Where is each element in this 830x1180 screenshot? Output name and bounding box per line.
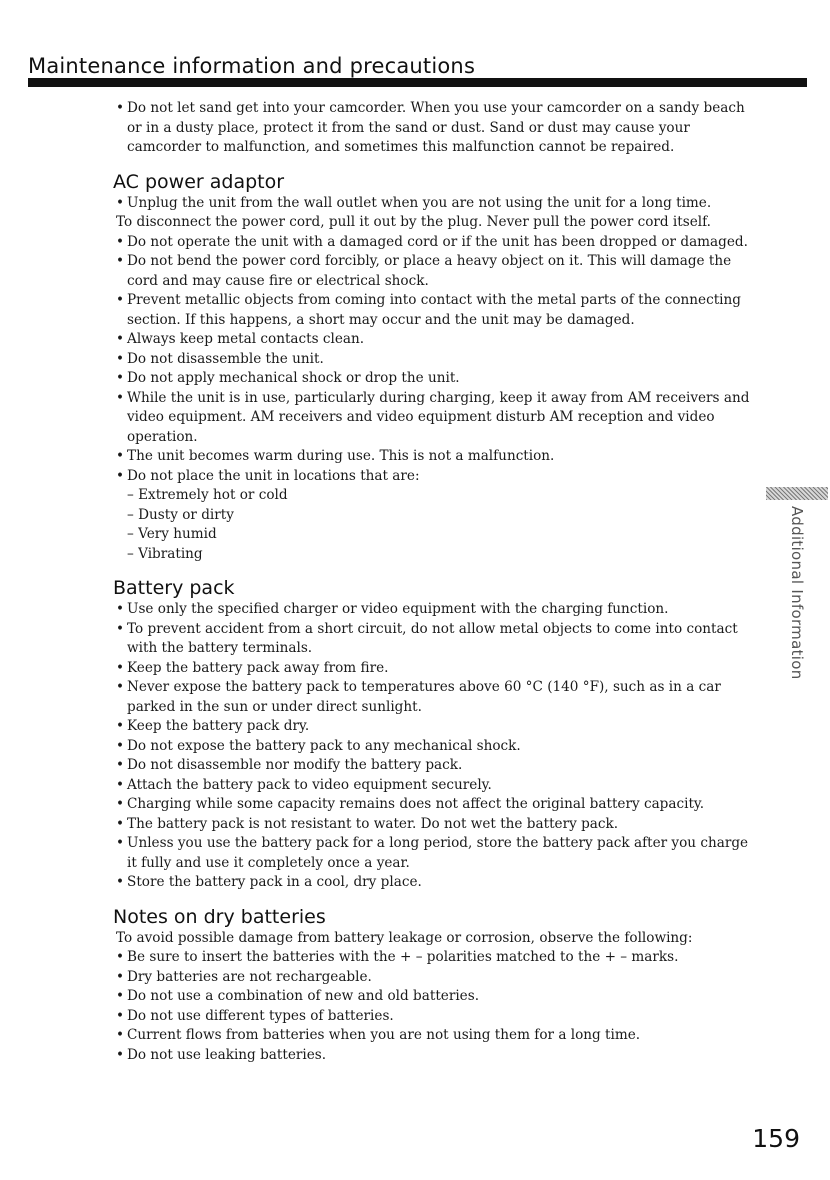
list-item: • Charging while some capacity remains does not affect the original battery capacity. bbox=[116, 795, 756, 815]
list-item: • Do not disassemble nor modify the battery pack. bbox=[116, 756, 756, 776]
list-item: • Do not apply mechanical shock or drop the unit. bbox=[116, 369, 756, 389]
list-item: • Do not expose the battery pack to any mechanical shock. bbox=[116, 737, 756, 757]
ac-adaptor-list bbox=[116, 194, 756, 487]
list-item: – Vibrating bbox=[127, 545, 756, 565]
list-item: • Use only the specified charger or video equipment with the charging function. bbox=[116, 600, 756, 620]
list-item: • Unless you use the battery pack for a long period, store the battery pack after you charge it fully and use it completely once a year. bbox=[116, 834, 756, 873]
title-rule bbox=[28, 78, 807, 87]
list-item: • Current flows from batteries when you are not using them for a long time. bbox=[116, 1026, 756, 1046]
list-item: • Store the battery pack in a cool, dry place. bbox=[116, 873, 756, 893]
ac-adaptor-heading: AC power adaptor bbox=[113, 170, 285, 193]
list-item: • Attach the battery pack to video equipment securely. bbox=[116, 776, 756, 796]
list-item: • Do not bend the power cord forcibly, or place a heavy object on it. This will damage the cord and may cause fire or electrical shock. bbox=[116, 252, 756, 291]
list-item: • Keep the battery pack away from fire. bbox=[116, 659, 756, 679]
list-item: • The unit becomes warm during use. This is not a malfunction. bbox=[116, 447, 756, 467]
side-tab-label: Additional Information bbox=[788, 506, 806, 680]
cord-note: To disconnect the power cord, pull it out by the plug. Never pull the power cord itself. bbox=[116, 214, 711, 230]
page-title: Maintenance information and precautions bbox=[28, 54, 476, 78]
dry-batteries-list bbox=[116, 948, 756, 1065]
dry-batteries-heading: Notes on dry batteries bbox=[113, 905, 326, 928]
battery-pack-heading: Battery pack bbox=[113, 577, 235, 599]
list-item: • Be sure to insert the batteries with the + – polarities matched to the + – marks. bbox=[116, 948, 756, 968]
list-item: • The battery pack is not resistant to water. Do not wet the battery pack. bbox=[116, 815, 756, 835]
list-item: • Do not operate the unit with a damaged cord or if the unit has been dropped or damaged. bbox=[116, 233, 756, 253]
dry-batteries-intro: To avoid possible damage from battery leakage or corrosion, observe the following: bbox=[116, 929, 693, 946]
intro-list bbox=[116, 99, 756, 158]
list-item: • Do not let sand get into your camcorder. When you use your camcorder on a sandy beach or in a dusty place, protect it from the sand or dust. Sand or dust may cause your camcorder to malfunction, and sometimes this malfunction cannot be repaired. bbox=[116, 99, 756, 158]
list-item: • Prevent metallic objects from coming into contact with the metal parts of the connecting section. If this happens, a short may occur and the unit may be damaged. bbox=[116, 291, 756, 330]
page-number: 159 bbox=[752, 1124, 800, 1153]
list-item: • Do not place the unit in locations that are: bbox=[116, 467, 756, 487]
list-item: • Unplug the unit from the wall outlet when you are not using the unit for a long time. bbox=[116, 194, 756, 214]
list-item: – Extremely hot or cold bbox=[127, 486, 756, 506]
list-item: • Never expose the battery pack to temperatures above 60 °C (140 °F), such as in a car parked in the sun or under direct sunlight. bbox=[116, 678, 756, 717]
list-item: – Dusty or dirty bbox=[127, 506, 756, 526]
list-item: • Do not disassemble the unit. bbox=[116, 350, 756, 370]
list-item: • Do not use a combination of new and old batteries. bbox=[116, 987, 756, 1007]
battery-pack-list bbox=[116, 600, 756, 893]
page-content bbox=[113, 99, 756, 1065]
list-item: – Very humid bbox=[127, 525, 756, 545]
location-list bbox=[116, 486, 756, 564]
list-item: • Do not use leaking batteries. bbox=[116, 1046, 756, 1066]
list-item: • Always keep metal contacts clean. bbox=[116, 330, 756, 350]
side-tab-marker bbox=[766, 487, 828, 500]
list-item: • Dry batteries are not rechargeable. bbox=[116, 968, 756, 988]
list-item: • Do not use different types of batteries. bbox=[116, 1007, 756, 1027]
list-item: • To prevent accident from a short circuit, do not allow metal objects to come into contact with the battery terminals. bbox=[116, 620, 756, 659]
list-item: • Keep the battery pack dry. bbox=[116, 717, 756, 737]
list-item: • While the unit is in use, particularly during charging, keep it away from AM receivers and video equipment. AM receivers and video equipment disturb AM reception and video operation. bbox=[116, 389, 756, 448]
